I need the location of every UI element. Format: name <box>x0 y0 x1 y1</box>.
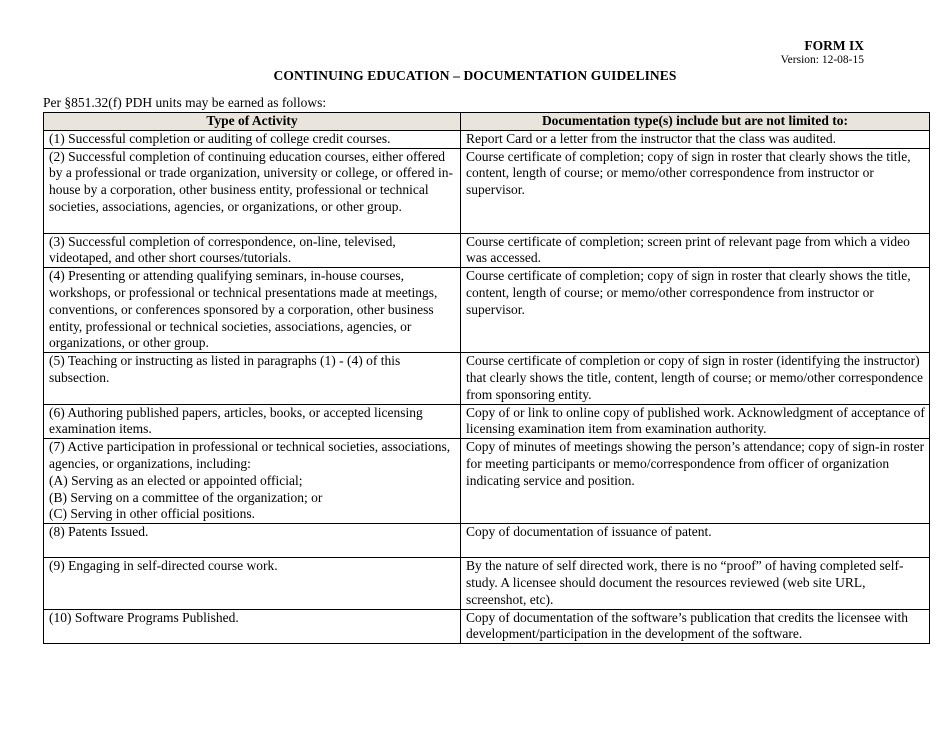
documentation-text: Copy of documentation of issuance of patent. <box>466 524 712 540</box>
documentation-cell <box>461 268 930 353</box>
activity-text: (6) Authoring published papers, articles, books, or accepted licensing examination items. <box>49 404 423 437</box>
activity-text: (4) Presenting or attending qualifying seminars, in-house courses, workshops, or professional or technical presentations made at meetings, conventions, or conferences sponsored by a corporation, other business entity, professional or technical societies, associations, agencies, or organizations, or other group. <box>49 268 438 351</box>
documentation-cell <box>461 233 930 268</box>
documentation-text: By the nature of self directed work, there is no “proof” of having completed self-study. A licensee should document the resources reviewed (web site URL, screenshot, etc). <box>466 558 904 607</box>
activity-text: (7) Active participation in professional or technical societies, associations, agencies, or organizations, including: <box>49 439 451 471</box>
documentation-cell <box>461 609 930 644</box>
activity-text: (8) Patents Issued. <box>49 524 149 540</box>
documentation-cell <box>461 404 930 439</box>
documentation-text: Copy of minutes of meetings showing the person’s attendance; copy of sign-in roster for meeting participants or memo/correspondence from officer of organization indicating service and position. <box>466 439 925 488</box>
activity-cell <box>44 609 461 644</box>
table-row <box>44 148 930 233</box>
column-header-activity: Type of Activity <box>44 113 461 131</box>
documentation-text: Course certificate of completion or copy of sign in roster (identifying the instructor) that clearly shows the title, content, length of course; or memo/other correspondence from sponsoring entity. <box>466 353 923 402</box>
activity-cell <box>44 353 461 404</box>
activity-text: (10) Software Programs Published. <box>49 609 239 625</box>
activity-cell <box>44 130 461 148</box>
documentation-text: Course certificate of completion; copy of sign in roster that clearly shows the title, content, length of course; or memo/other correspondence from instructor or supervisor. <box>466 148 911 198</box>
documentation-text: Copy of documentation of the software’s publication that credits the licensee with development/participation in the development of the software. <box>466 609 909 642</box>
activity-cell <box>44 558 461 609</box>
activity-text: (C) Serving in other official positions. <box>49 506 255 522</box>
documentation-cell <box>461 130 930 148</box>
column-header-documentation: Documentation type(s) include but are not limited to: <box>461 113 930 131</box>
table-row <box>44 404 930 439</box>
table-row <box>44 353 930 404</box>
form-id: FORM IX <box>804 38 864 53</box>
table-row <box>44 439 930 524</box>
activity-cell <box>44 268 461 353</box>
activity-text: (B) Serving on a committee of the organization; or <box>49 489 323 505</box>
activity-cell <box>44 404 461 439</box>
documentation-cell <box>461 524 930 558</box>
table-body <box>44 130 930 643</box>
table-row <box>44 130 930 148</box>
documentation-text: Course certificate of completion; screen print of relevant page from which a video was accessed. <box>466 233 910 266</box>
page-title: CONTINUING EDUCATION – DOCUMENTATION GUIDELINES <box>273 68 677 83</box>
version-label: Version: 12-08-15 <box>780 54 864 66</box>
activity-cell <box>44 233 461 268</box>
documentation-cell <box>461 353 930 404</box>
activity-text: (1) Successful completion or auditing of college credit courses. <box>49 130 391 146</box>
documentation-text: Report Card or a letter from the instructor that the class was audited. <box>466 130 837 146</box>
activity-text: (9) Engaging in self-directed course work. <box>49 558 278 574</box>
documentation-cell <box>461 439 930 524</box>
documentation-cell <box>461 148 930 233</box>
table-row <box>44 558 930 609</box>
activity-text: (3) Successful completion of correspondence, on-line, televised, videotaped, and other short courses/tutorials. <box>49 233 396 266</box>
activity-cell <box>44 524 461 558</box>
documentation-cell <box>461 558 930 609</box>
guidelines-table <box>43 112 930 644</box>
activity-text: (2) Successful completion of continuing education courses, either offered by a professional or trade organization, university or college, or offered in-house by a corporation, other business entity, professional or technical societies, associations, agencies, or organizations, or other group. <box>49 148 453 214</box>
documentation-text: Copy of or link to online copy of published work. Acknowledgment of acceptance of licensing examination item from examination authority. <box>466 404 925 437</box>
activity-text: (5) Teaching or instructing as listed in paragraphs (1) - (4) of this subsection. <box>49 353 401 385</box>
table-row <box>44 609 930 644</box>
table-row <box>44 233 930 268</box>
table-header-row <box>44 113 930 131</box>
documentation-text: Course certificate of completion; copy of sign in roster that clearly shows the title, content, length of course; or memo/other correspondence from instructor or supervisor. <box>466 268 911 317</box>
activity-text: (A) Serving as an elected or appointed official; <box>49 472 303 488</box>
table-row <box>44 524 930 558</box>
intro-text: Per §851.32(f) PDH units may be earned as follows: <box>43 95 327 110</box>
activity-cell <box>44 439 461 524</box>
table-row <box>44 268 930 353</box>
activity-cell <box>44 148 461 233</box>
